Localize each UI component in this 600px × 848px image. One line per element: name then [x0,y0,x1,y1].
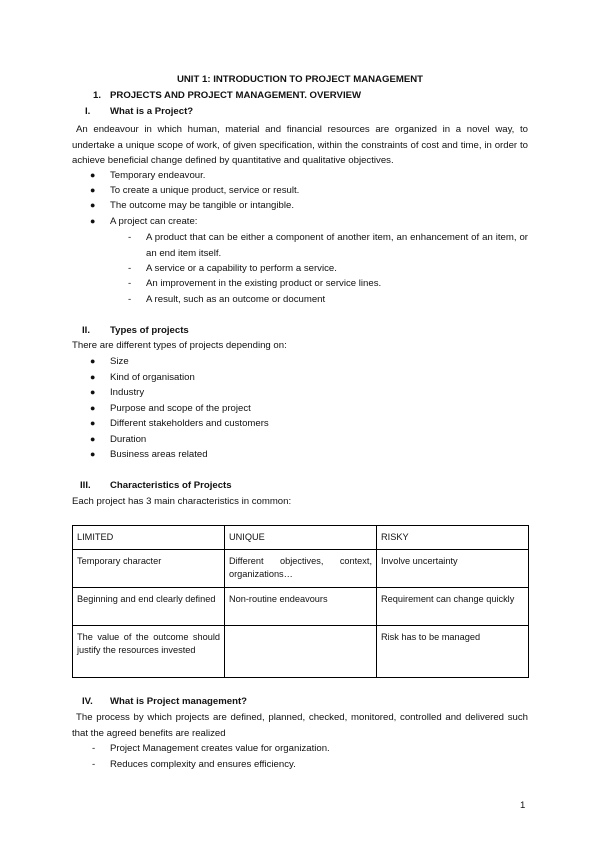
table-cell: Different objectives, context, organizations… [225,549,377,587]
bullet-dot: ● [90,449,96,459]
table-cell: Temporary character [73,549,225,587]
bullet-dot: ● [90,216,96,226]
table-cell [225,625,377,677]
section-1-number: 1. [93,90,102,101]
bullet-dot: ● [90,356,96,366]
list-item: Kind of organisation [110,372,195,383]
list-item: To create a unique product, service or result. [110,185,300,196]
characteristics-table [72,525,529,678]
heading-3-number: III. [80,480,91,491]
list-item: Business areas related [110,449,208,460]
table-header-cell: UNIQUE [225,526,377,550]
list-item: Industry [110,387,145,398]
list-item: Size [110,356,129,367]
types-intro: There are different types of projects depending on: [72,340,287,351]
dash-marker: - [128,232,132,243]
list-item: Purpose and scope of the project [110,403,251,414]
table-cell: Involve uncertainty [377,549,529,587]
list-item: Reduces complexity and ensures efficiency. [110,759,296,770]
list-item: Temporary endeavour. [110,170,206,181]
list-item: Duration [110,434,147,445]
table-row [73,549,529,587]
bullet-dot: ● [90,403,96,413]
table-header-cell: LIMITED [73,526,225,550]
list-item: A result, such as an outcome or document [146,294,326,305]
dash-marker: - [128,263,132,274]
table-cell: Non-routine endeavours [225,587,377,625]
dash-marker: - [92,759,96,770]
table-cell: Requirement can change quickly [377,587,529,625]
bullet-dot: ● [90,387,96,397]
heading-1-title: What is a Project? [110,106,194,117]
dash-marker: - [128,278,132,289]
list-item: A service or a capability to perform a service. [146,263,337,274]
table-cell: The value of the outcome should justify the resources invested [73,625,225,677]
dash-marker: - [92,743,96,754]
unit-title: UNIT 1: INTRODUCTION TO PROJECT MANAGEMENT [176,74,424,85]
bullet-dot: ● [90,434,96,444]
table-cell: Risk has to be managed [377,625,529,677]
pm-definition: The process by which projects are defined, planned, checked, monitored, controlled and delivered such that the agreed benefits are realized [72,712,528,739]
characteristics-intro: Each project has 3 main characteristics in common: [72,496,292,507]
list-item: A product that can be either a component of another item, an enhancement of an item, or an end item itself. [146,232,528,259]
list-item: An improvement in the existing product or service lines. [146,278,382,289]
bullet-dot: ● [90,200,96,210]
bullet-dot: ● [90,185,96,195]
bullet-dot: ● [90,418,96,428]
heading-3-title: Characteristics of Projects [110,480,232,491]
table-header-row [73,526,529,550]
heading-4-title: What is Project management? [110,696,248,707]
heading-1-number: I. [85,106,91,117]
dash-marker: - [128,294,132,305]
heading-4-number: IV. [82,696,93,707]
table-row [73,625,529,677]
table-header-cell: RISKY [377,526,529,550]
list-item: A project can create: [110,216,198,227]
table-row [73,587,529,625]
section-1-title: PROJECTS AND PROJECT MANAGEMENT. OVERVIEW [110,90,362,101]
heading-2-title: Types of projects [110,325,189,336]
list-item: Different stakeholders and customers [110,418,269,429]
list-item: The outcome may be tangible or intangible. [110,200,294,211]
table-cell: Beginning and end clearly defined [73,587,225,625]
page-number: 1 [520,800,526,811]
bullet-dot: ● [90,170,96,180]
project-definition: An endeavour in which human, material and financial resources are organized in a novel way, to undertake a unique scope of work, of given specification, within the constraints of cost and time, in order to achieve beneficial change defined by quantitative and qualitative objectives. [72,124,528,166]
list-item: Project Management creates value for organization. [110,743,330,754]
bullet-dot: ● [90,372,96,382]
heading-2-number: II. [82,325,90,336]
